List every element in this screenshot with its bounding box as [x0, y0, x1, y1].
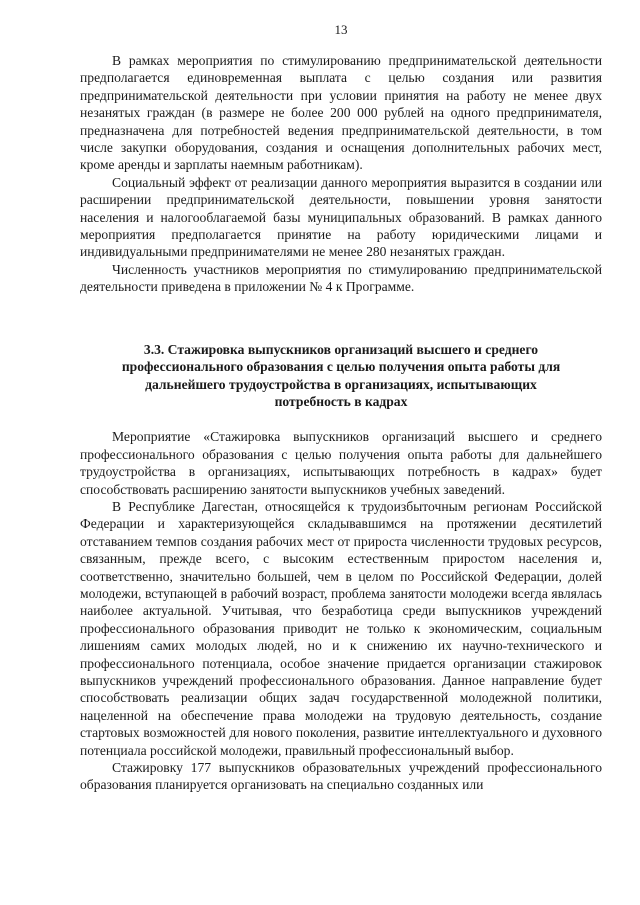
- paragraph-internship-plan: Стажировку 177 выпускников образовательных учреждений профессионального образования планируется организовать на специально созданных или: [80, 760, 602, 793]
- paragraph-social-effect: Социальный эффект от реализации данного мероприятия выразится в создании или расширении предпринимательской деятельности, повышении уровня занятости населения и налогооблагаемой базы муниципальных образований. В рамках данного мероприятия предполагается принятие на работу юридическими лицами и индивидуальными предпринимателями не менее 280 незанятых граждан.: [80, 174, 602, 260]
- paragraph-entrepreneurship-payment: В рамках мероприятия по стимулированию предпринимательской деятельности предполагается единовременная выплата с целью создания или развития предпринимательской деятельности при условии принятия на работу не менее двух незанятых граждан (в размере не более 200 000 рублей на одного предпринимателя, предназначена для потребностей ведения предпринимательской деятельности, в том числе закупки оборудования, создания и оснащения дополнительных рабочих мест, кроме аренды и зарплаты наемным работникам).: [80, 53, 602, 173]
- paragraph-participants-count: Численность участников мероприятия по стимулированию предпринимательской деятельности приведена в приложении № 4 к Программе.: [80, 261, 602, 295]
- paragraph-dagestan-youth: В Республике Дагестан, относящейся к трудоизбыточным регионам Российской Федерации и характеризующейся складывавшимся на протяжении десятилетий отставанием темпов создания рабочих мест от прироста численности трудовых ресурсов, связанным, прежде всего, с высоким естественным приростом населения и, соответственно, значительно большей, чем в целом по Российской Федерации, долей молодежи, вступающей в рабочий возраст, проблема занятости молодежи всегда являлась наиболее актуальной. Учитывая, что безработица среди выпускников учреждений профессионального образования приводит не только к экономическим, социальным лишениям самих молодых людей, но и к снижению их научно-технического и профессионального потенциала, особое значение придается организации стажировок выпускников учреждений профессионального образования. Данное направление будет способствовать реализации общих задач государственной молодежной политики, нацеленной на обеспечение права молодежи на трудовую деятельность, создание стартовых возможностей для нового поколения, развитие интеллектуального и духовного потенциала российской молодежи, правильный профессиональный выбор.: [80, 498, 602, 758]
- section-title: 3.3. Стажировка выпускников организаций высшего и среднего профессионального образования с целью получения опыта работы для дальнейшего трудоустройства в организациях, испытывающих потребность в кадрах: [121, 341, 561, 409]
- page-number: 13: [334, 22, 348, 37]
- paragraph-internship-measure: Мероприятие «Стажировка выпускников организаций высшего и среднего профессионального образования с целью получения опыта работы для дальнейшего трудоустройства в организациях, испытывающих потребность в кадрах» будет способствовать расширению занятости выпускников учебных заведений.: [80, 429, 602, 497]
